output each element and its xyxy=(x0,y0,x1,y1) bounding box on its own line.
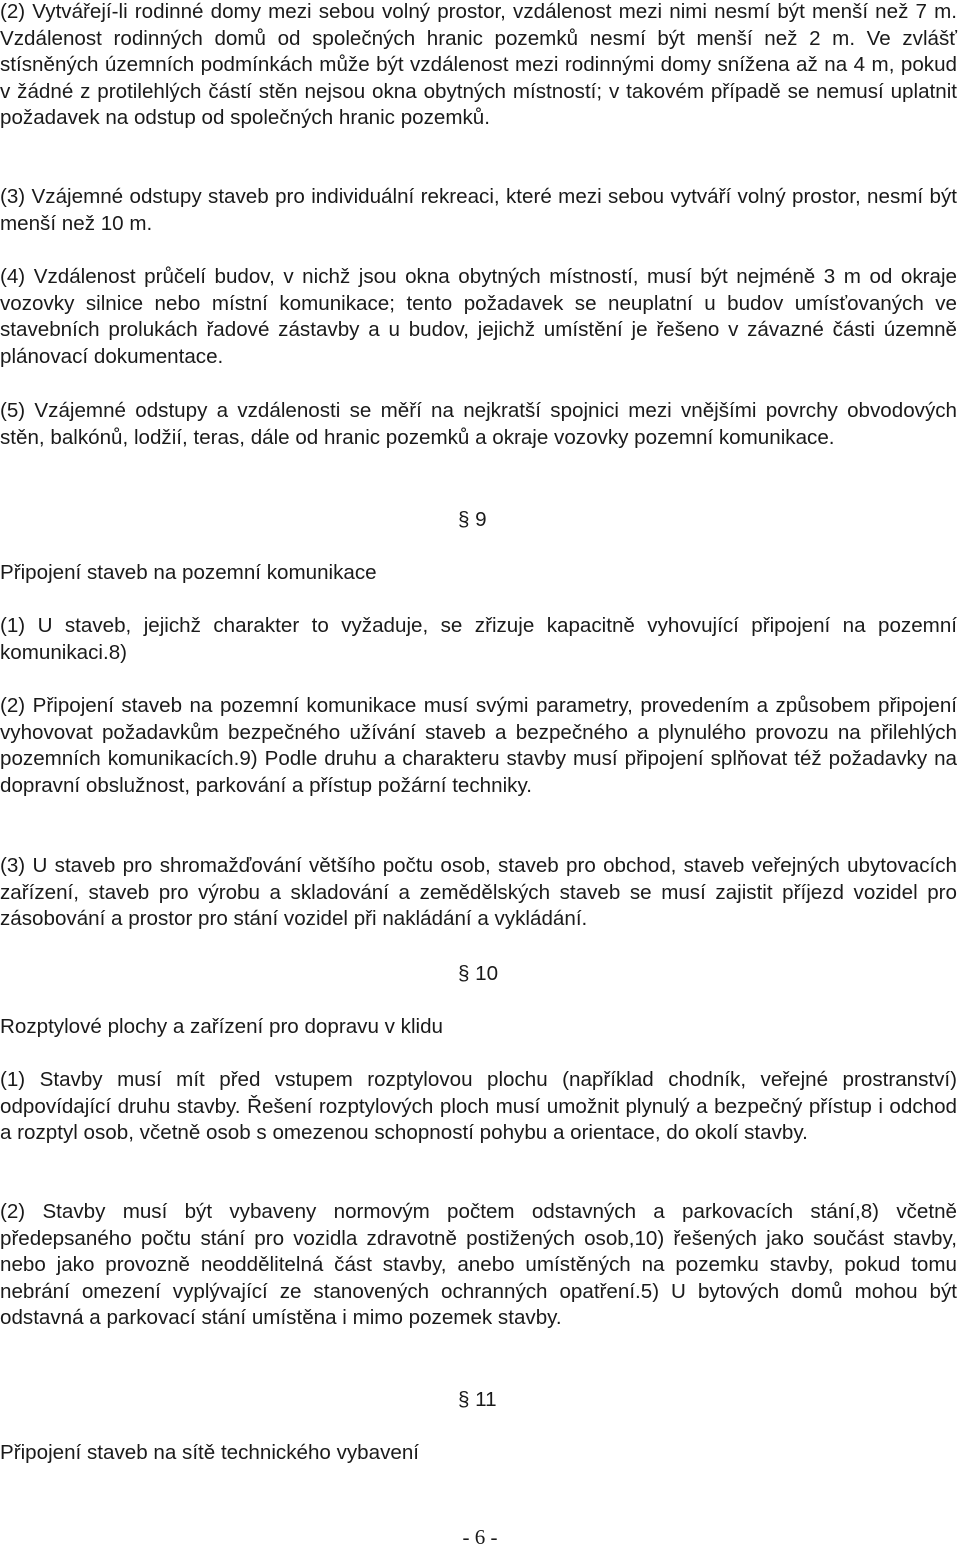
paragraph-road-connection: (1) U staveb, jejichž charakter to vyžaduje, se zřizuje kapacitně vyhovující připojení na pozemní komunikaci.8) xyxy=(0,614,957,664)
section-mark-10: § 10 xyxy=(458,962,499,985)
paragraph-dispersal-area: (1) Stavby musí mít před vstupem rozptylovou plochu (například chodník, veřejné prostranství) odpovídající druhu stavby. Řešení rozptylových ploch musí umožnit plynulý a bezpečný přístup i odchod a rozptyl osob, včetně osob s omezenou schopností pohybu a orientace, do okolí stavby. xyxy=(0,1068,957,1144)
paragraph-family-houses-spacing: (2) Vytvářejí-li rodinné domy mezi sebou volný prostor, vzdálenost mezi nimi nesmí být menší než 7 m. Vzdálenost rodinných domů od společných hranic pozemků nesmí být menší než 2 m. Ve zvlášť stísněných územních podmínkách může být vzdálenost mezi rodinnými domy snížena až na 4 m, pokud v žádné z protilehlých částí stěn nejsou okna obytných místností; v takovém případě se nemusí uplatnit požadavek na odstup od společných hranic pozemků. xyxy=(0,0,957,129)
section-heading-11: Připojení staveb na sítě technického vybavení xyxy=(0,1441,419,1464)
paragraph-connection-parameters: (2) Připojení staveb na pozemní komunikace musí svými parametry, provedením a způsobem připojení vyhovovat požadavkům bezpečného užívání staveb a bezpečného a plynulého provozu na přilehlých pozemních komunikacích.9) Podle druhu a charakteru stavby musí připojení splňovat též požadavky na dopravní obslužnost, parkování a přístup požární techniky. xyxy=(0,694,957,797)
paragraph-recreation-spacing: (3) Vzájemné odstupy staveb pro individuální rekreaci, které mezi sebou vytváří volný prostor, nesmí být menší než 10 m. xyxy=(0,185,957,235)
section-heading-10: Rozptylové plochy a zařízení pro dopravu v klidu xyxy=(0,1015,443,1038)
paragraph-measurement-method: (5) Vzájemné odstupy a vzdálenosti se měří na nejkratší spojnici mezi vnějšími povrchy obvodových stěn, balkónů, lodžií, teras, dále od hranic pozemků a okraje vozovky pozemní komunikace. xyxy=(0,399,957,449)
section-mark-11: § 11 xyxy=(458,1388,497,1411)
paragraph-parking: (2) Stavby musí být vybaveny normovým počtem odstavných a parkovacích stání,8) včetně předepsaného počtu stání pro vozidla zdravotně postižených osob,10) řešených jako součást stavby, nebo jako provozně neoddělitelná část stavby, anebo umístěných na pozemku stavby, pokud tomu nebrání omezení vyplývající ze stanovených ochranných opatření.5) U bytových domů mohou být odstavná a parkovací stání umístěna i mimo pozemek stavby. xyxy=(0,1200,957,1329)
section-mark-9: § 9 xyxy=(458,508,487,531)
page-number: - 6 - xyxy=(462,1525,498,1549)
paragraph-facade-distance: (4) Vzdálenost průčelí budov, v nichž jsou okna obytných místností, musí být nejméně 3 m od okraje vozovky silnice nebo místní komunikace; tento požadavek se neuplatní u budov umísťovaných ve stavebních prolukách řadové zástavby a u budov, jejichž umístění je řešeno v závazné části územně plánovací dokumentace. xyxy=(0,265,957,368)
section-heading-9: Připojení staveb na pozemní komunikace xyxy=(0,561,377,584)
paragraph-supply-access: (3) U staveb pro shromažďování většího počtu osob, staveb pro obchod, staveb veřejných ubytovacích zařízení, staveb pro výrobu a skladování a zemědělských staveb se musí zajistit příjezd vozidel pro zásobování a prostor pro stání vozidel při nakládání a vykládání. xyxy=(0,854,957,930)
